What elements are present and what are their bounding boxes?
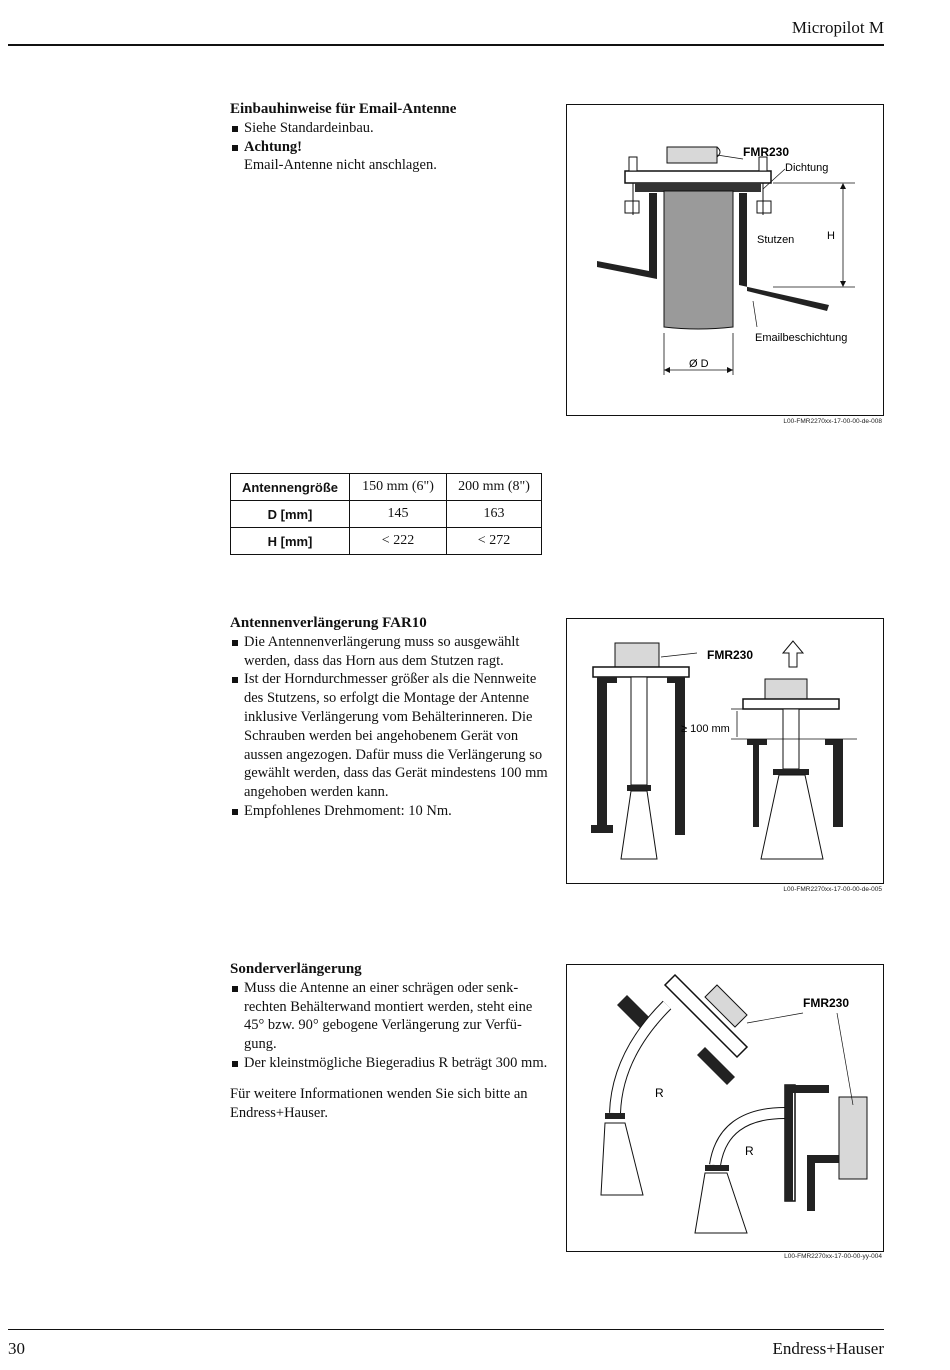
figure-far10: [566, 618, 884, 884]
label-height: H: [827, 230, 835, 242]
table-header-cell: 150 mm (6"): [350, 474, 447, 501]
section-far10: [230, 614, 550, 821]
email-antenna-drawing: [567, 105, 883, 415]
table-row-label: D [mm]: [231, 501, 350, 528]
page-number: 30: [8, 1339, 25, 1358]
list-item: Siehe Standardeinbau.: [230, 119, 550, 138]
figure-code: L00-FMR2270xx-17-00-00-de-008: [783, 418, 882, 425]
label-lift-distance: ≥ 100 mm: [681, 723, 730, 735]
list-item: [230, 138, 550, 176]
list-item: Der kleinstmögliche Biegeradius R beträgt 300 mm.: [230, 1054, 550, 1073]
far10-drawing: [567, 619, 883, 883]
antenna-dimension-table: [230, 473, 542, 555]
warning-label: Achtung!: [244, 138, 303, 155]
footer-rule: [8, 1329, 884, 1330]
section-special-extension: [230, 960, 550, 1122]
section-heading: Antennenverlängerung FAR10: [230, 615, 427, 631]
contact-note: Für weitere Informationen wenden Sie sich bitte an Endress+Hauser.: [230, 1085, 528, 1121]
table-header-cell: 200 mm (8"): [447, 474, 542, 501]
table-header-row: [231, 474, 542, 501]
section-email-antenna: [230, 100, 550, 175]
bullet-list: [230, 633, 550, 821]
list-item: Empfohlenes Drehmoment: 10 Nm.: [230, 802, 550, 821]
label-model: FMR230: [707, 648, 754, 662]
warning-text: Email-Antenne nicht anschlagen.: [244, 157, 437, 174]
list-item: Muss die Antenne an einer schrägen oder senk-rechten Behälterwand montiert werden, steht eine 45° bzw. 90° gebogene Verlängerung zur Verfü-gung.: [230, 979, 550, 1054]
figure-code: L00-FMR2270xx-17-00-00-yy-004: [784, 1253, 882, 1260]
list-item: Ist der Horndurchmesser größer als die Nennweite des Stutzens, so erfolgt die Montage der Antenne inklusive Verlängerung vom Behälterinneren. Die Schrauben werden bei angehobenem Gerät von aussen angezogen. Dafür muss die Verlängerung so gewählt werden, dass das Gerät mindestens 100 mm angehoben werden kann.: [230, 670, 550, 802]
list-item: Die Antennenverlängerung muss so ausgewählt werden, dass das Horn aus dem Stutzen ragt.: [230, 633, 550, 671]
figure-email-antenna: [566, 104, 884, 416]
section-heading: Sonderverlängerung: [230, 961, 362, 977]
label-enamel: Emailbeschichtung: [755, 332, 848, 344]
table-cell: < 272: [447, 528, 542, 555]
table-cell: < 222: [350, 528, 447, 555]
header-rule: [8, 44, 884, 46]
table-cell: 163: [447, 501, 542, 528]
running-header-title: Micropilot M: [791, 18, 884, 37]
special-extension-drawing: [567, 965, 883, 1251]
figure-code: L00-FMR2270xx-17-00-00-de-005: [783, 886, 882, 893]
figure-special-extension: [566, 964, 884, 1252]
label-radius-2: R: [745, 1144, 754, 1158]
table-cell: 145: [350, 501, 447, 528]
table-row: [231, 501, 542, 528]
section-heading: Einbauhinweise für Email-Antenne: [230, 101, 457, 117]
table-row: [231, 528, 542, 555]
table-row-label: H [mm]: [231, 528, 350, 555]
label-model: FMR230: [803, 996, 850, 1010]
label-model: FMR230: [743, 145, 790, 159]
label-diameter: Ø D: [689, 358, 709, 370]
label-radius-1: R: [655, 1086, 664, 1100]
table-header-cell: Antennengröße: [231, 474, 350, 501]
bullet-list: [230, 119, 550, 175]
footer-brand: Endress+Hauser: [772, 1339, 884, 1358]
bullet-list: [230, 979, 550, 1073]
label-seal: Dichtung: [785, 162, 829, 174]
label-nozzle: Stutzen: [757, 234, 795, 246]
